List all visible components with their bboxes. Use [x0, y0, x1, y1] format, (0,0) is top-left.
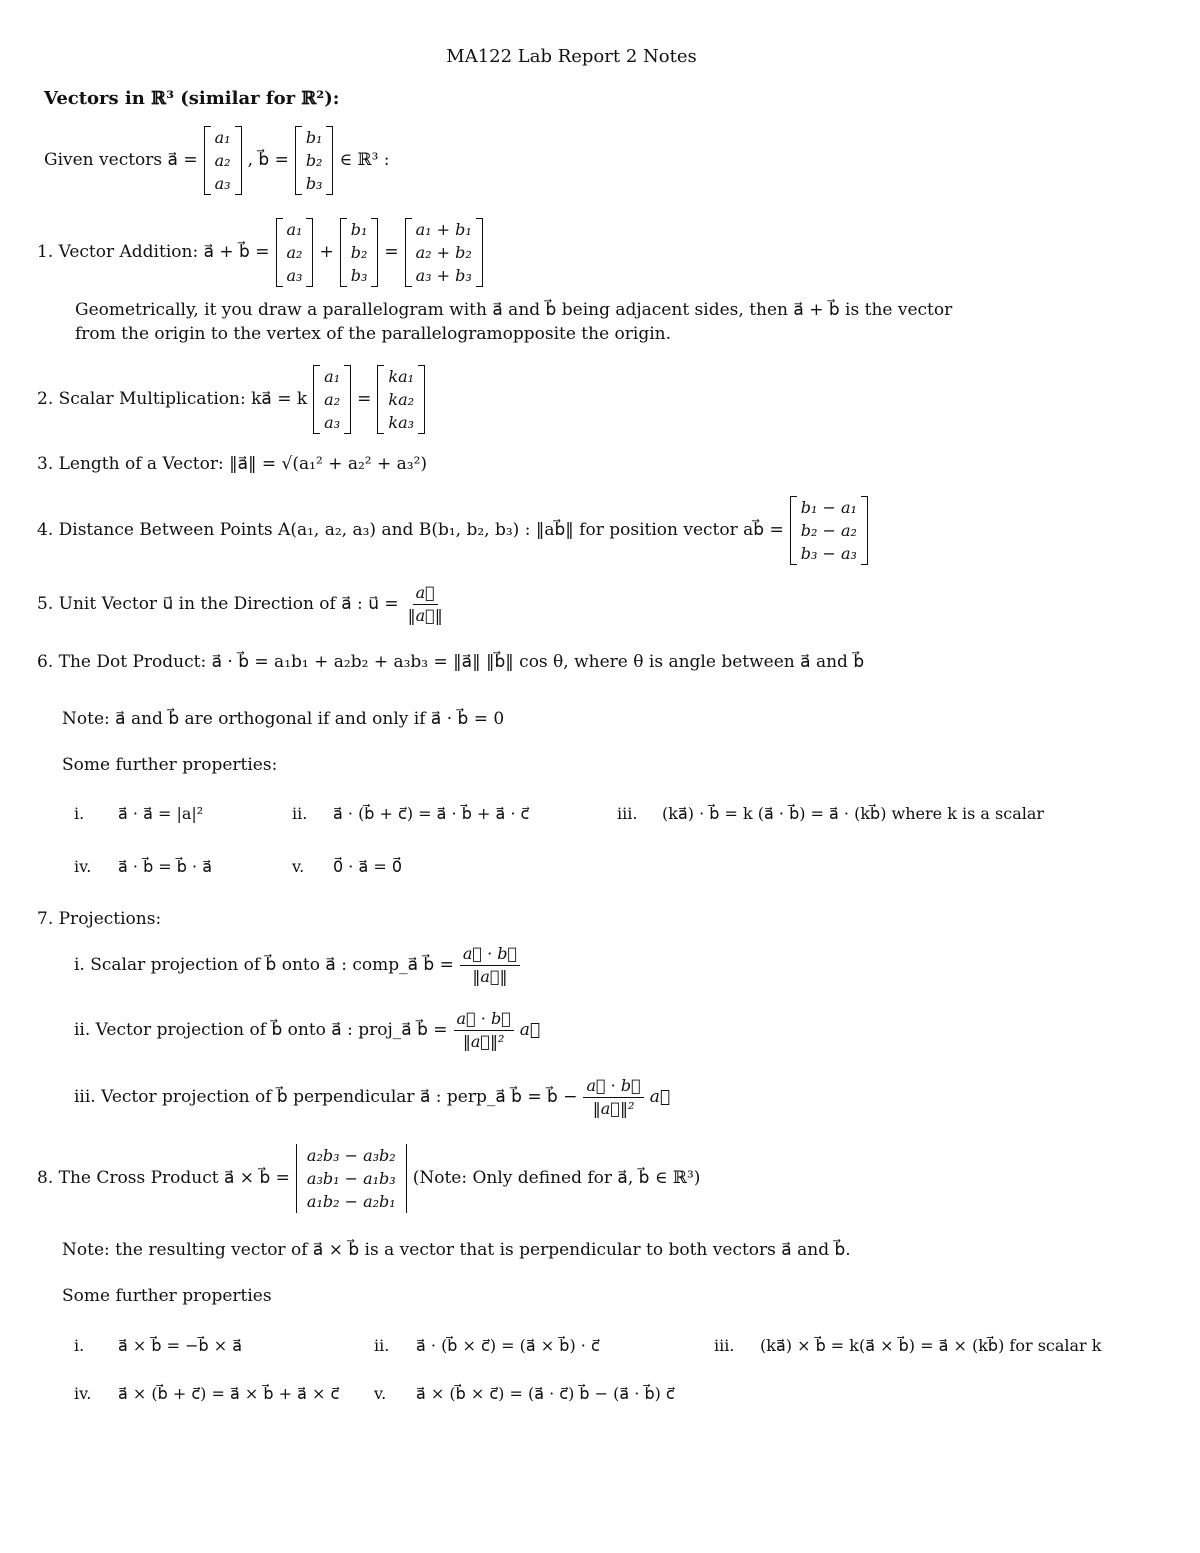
cross-product-note: Note: the resulting vector of a⃗ × b⃗ is a vector that is perpendicular to both vectors a⃗ and b⃗. — [62, 1240, 851, 1260]
scalar-multiplication-label: 2. Scalar Multiplication: ka⃗ = k — [37, 389, 308, 409]
matrix-entry: ka₁ — [388, 366, 415, 386]
cross-product-definition-note: (Note: Only defined for a⃗, b⃗ ∈ ℝ³) — [412, 1168, 701, 1188]
given-suffix: ∈ ℝ³ : — [339, 150, 390, 170]
dot-further-label: Some further properties: — [62, 755, 278, 775]
cross-product — [37, 1142, 700, 1214]
matrix-entry: a₃b₁ − a₁b₃ — [306, 1168, 396, 1188]
addition-note-line2: from the origin to the vertex of the parallelogramopposite the origin. — [75, 324, 672, 344]
matrix-entry: a₂ — [324, 389, 341, 409]
section-heading: Vectors in ℝ³ (similar for ℝ²): — [44, 88, 340, 109]
matrix-entry: a₁ — [324, 366, 341, 386]
matrix-entry: ka₃ — [388, 412, 415, 432]
cross-prop-num: iv. — [74, 1384, 92, 1403]
projections-heading: 7. Projections: — [37, 909, 162, 929]
fraction-denominator: ‖a⃗‖ — [472, 966, 508, 986]
cross-product-label: 8. The Cross Product a⃗ × b⃗ = — [37, 1168, 290, 1188]
cross-prop-expr: a⃗ × (b⃗ × c⃗) = (a⃗ · c⃗) b⃗ − (a⃗ · b⃗) c⃗ — [416, 1384, 675, 1403]
vector-projection-fraction — [454, 1008, 514, 1053]
vector-b-matrix — [295, 126, 334, 195]
dot-prop-num: v. — [292, 857, 305, 876]
page-title: MA122 Lab Report 2 Notes — [446, 46, 697, 67]
projection-tail: a⃗ — [519, 1020, 541, 1040]
cross-prop-num: i. — [74, 1336, 85, 1355]
matrix-entry: b₂ − a₂ — [800, 520, 857, 540]
perpendicular-projection — [74, 1072, 670, 1122]
scalar-a-matrix — [313, 365, 351, 434]
dot-prop-expr: a⃗ · a⃗ = |a|² — [118, 804, 204, 823]
scalar-projection-label: i. Scalar projection of b⃗ onto a⃗ : comp_a⃗ b⃗ = — [74, 955, 454, 975]
matrix-entry: a₁ — [286, 219, 303, 239]
orthogonal-note: Note: a⃗ and b⃗ are orthogonal if and only if a⃗ · b⃗ = 0 — [62, 709, 505, 729]
vector-projection — [74, 1005, 540, 1055]
matrix-entry: a₃ + b₃ — [415, 265, 472, 285]
perpendicular-projection-fraction — [583, 1075, 643, 1120]
equals-sign: = — [384, 242, 399, 262]
projection-tail: a⃗ — [649, 1087, 671, 1107]
matrix-entry: a₂ — [286, 242, 303, 262]
scalar-projection — [74, 940, 520, 990]
dot-prop-num: iii. — [617, 804, 638, 823]
unit-vector — [37, 580, 446, 628]
matrix-entry: a₃ — [214, 173, 231, 193]
cross-prop-expr: (ka⃗) × b⃗ = k(a⃗ × b⃗) = a⃗ × (kb⃗) for scalar k — [760, 1336, 1102, 1355]
scalar-projection-fraction — [460, 943, 520, 988]
vector-addition-label: 1. Vector Addition: a⃗ + b⃗ = — [37, 242, 270, 262]
sum-matrix — [405, 218, 483, 287]
fraction-numerator: a⃗ · b⃗ — [454, 1008, 514, 1031]
matrix-entry: b₁ — [305, 127, 323, 147]
fraction-numerator: a⃗ · b⃗ — [583, 1075, 643, 1098]
cross-prop-expr: a⃗ · (b⃗ × c⃗) = (a⃗ × b⃗) · c⃗ — [416, 1336, 600, 1355]
cross-prop-expr: a⃗ × b⃗ = −b⃗ × a⃗ — [118, 1336, 243, 1355]
difference-matrix — [790, 496, 868, 565]
cross-further-label: Some further properties — [62, 1286, 272, 1306]
dot-prop-expr: a⃗ · b⃗ = b⃗ · a⃗ — [118, 857, 213, 876]
plus-sign: + — [319, 242, 334, 262]
addend-a-matrix — [276, 218, 314, 287]
given-prefix: Given vectors a⃗ = — [44, 150, 198, 170]
matrix-entry: b₃ − a₃ — [800, 543, 857, 563]
matrix-entry: a₂b₃ − a₃b₂ — [306, 1145, 396, 1165]
dot-product: 6. The Dot Product: a⃗ · b⃗ = a₁b₁ + a₂b₂ + a₃b₃ = ‖a⃗‖ ‖b⃗‖ cos θ, where θ is angle between a⃗ and b⃗ — [37, 652, 865, 672]
cross-product-determinant — [296, 1144, 407, 1213]
unit-vector-label: 5. Unit Vector u⃗ in the Direction of a⃗ : u⃗ = — [37, 594, 399, 614]
vector-a-matrix — [204, 126, 242, 195]
scaled-matrix — [377, 365, 425, 434]
scalar-multiplication — [37, 363, 425, 435]
matrix-entry: a₁ — [214, 127, 231, 147]
equals-sign: = — [357, 389, 372, 409]
distance-between-points — [37, 494, 868, 566]
vector-addition — [37, 216, 483, 288]
dot-prop-expr: (ka⃗) · b⃗ = k (a⃗ · b⃗) = a⃗ · (kb⃗) where k is a scalar — [662, 804, 1045, 823]
vector-length: 3. Length of a Vector: ‖a⃗‖ = √(a₁² + a₂² + a₃²) — [37, 454, 428, 474]
matrix-entry: a₁ + b₁ — [415, 219, 472, 239]
matrix-entry: a₁b₂ − a₂b₁ — [306, 1191, 396, 1211]
fraction-denominator: ‖a⃗‖ — [407, 605, 443, 625]
dot-prop-expr: 0⃗ · a⃗ = 0⃗ — [333, 857, 402, 876]
cross-prop-expr: a⃗ × (b⃗ + c⃗) = a⃗ × b⃗ + a⃗ × c⃗ — [118, 1384, 340, 1403]
addition-note-line1: Geometrically, it you draw a parallelogram with a⃗ and b⃗ being adjacent sides, then a⃗ + b⃗ is the vector — [75, 300, 953, 320]
given-vectors — [44, 124, 390, 196]
matrix-entry: b₃ — [305, 173, 323, 193]
matrix-entry: b₂ — [350, 242, 368, 262]
matrix-entry: b₃ — [350, 265, 368, 285]
cross-prop-num: v. — [374, 1384, 387, 1403]
matrix-entry: ka₂ — [388, 389, 415, 409]
fraction-denominator: ‖a⃗‖² — [592, 1098, 635, 1118]
matrix-entry: a₂ — [214, 150, 231, 170]
dot-prop-num: iv. — [74, 857, 92, 876]
matrix-entry: a₃ — [286, 265, 303, 285]
dot-prop-expr: a⃗ · (b⃗ + c⃗) = a⃗ · b⃗ + a⃗ · c⃗ — [333, 804, 530, 823]
dot-prop-num: ii. — [292, 804, 308, 823]
fraction-numerator: a⃗ · b⃗ — [460, 943, 520, 966]
distance-label: 4. Distance Between Points A(a₁, a₂, a₃) and B(b₁, b₂, b₃) : ‖ab⃗‖ for position vector ab⃗ = — [37, 520, 784, 540]
matrix-entry: b₁ − a₁ — [800, 497, 857, 517]
vector-projection-label: ii. Vector projection of b⃗ onto a⃗ : proj_a⃗ b⃗ = — [74, 1020, 448, 1040]
cross-prop-num: ii. — [374, 1336, 390, 1355]
fraction-denominator: ‖a⃗‖² — [462, 1031, 505, 1051]
addend-b-matrix — [340, 218, 379, 287]
matrix-entry: a₃ — [324, 412, 341, 432]
given-mid: , b⃗ = — [247, 150, 289, 170]
unit-vector-fraction — [405, 582, 446, 627]
matrix-entry: a₂ + b₂ — [415, 242, 472, 262]
fraction-numerator: a⃗ — [413, 582, 438, 605]
cross-prop-num: iii. — [714, 1336, 735, 1355]
matrix-entry: b₂ — [305, 150, 323, 170]
perpendicular-projection-label: iii. Vector projection of b⃗ perpendicular a⃗ : perp_a⃗ b⃗ = b⃗ − — [74, 1087, 578, 1107]
dot-prop-num: i. — [74, 804, 85, 823]
matrix-entry: b₁ — [350, 219, 368, 239]
